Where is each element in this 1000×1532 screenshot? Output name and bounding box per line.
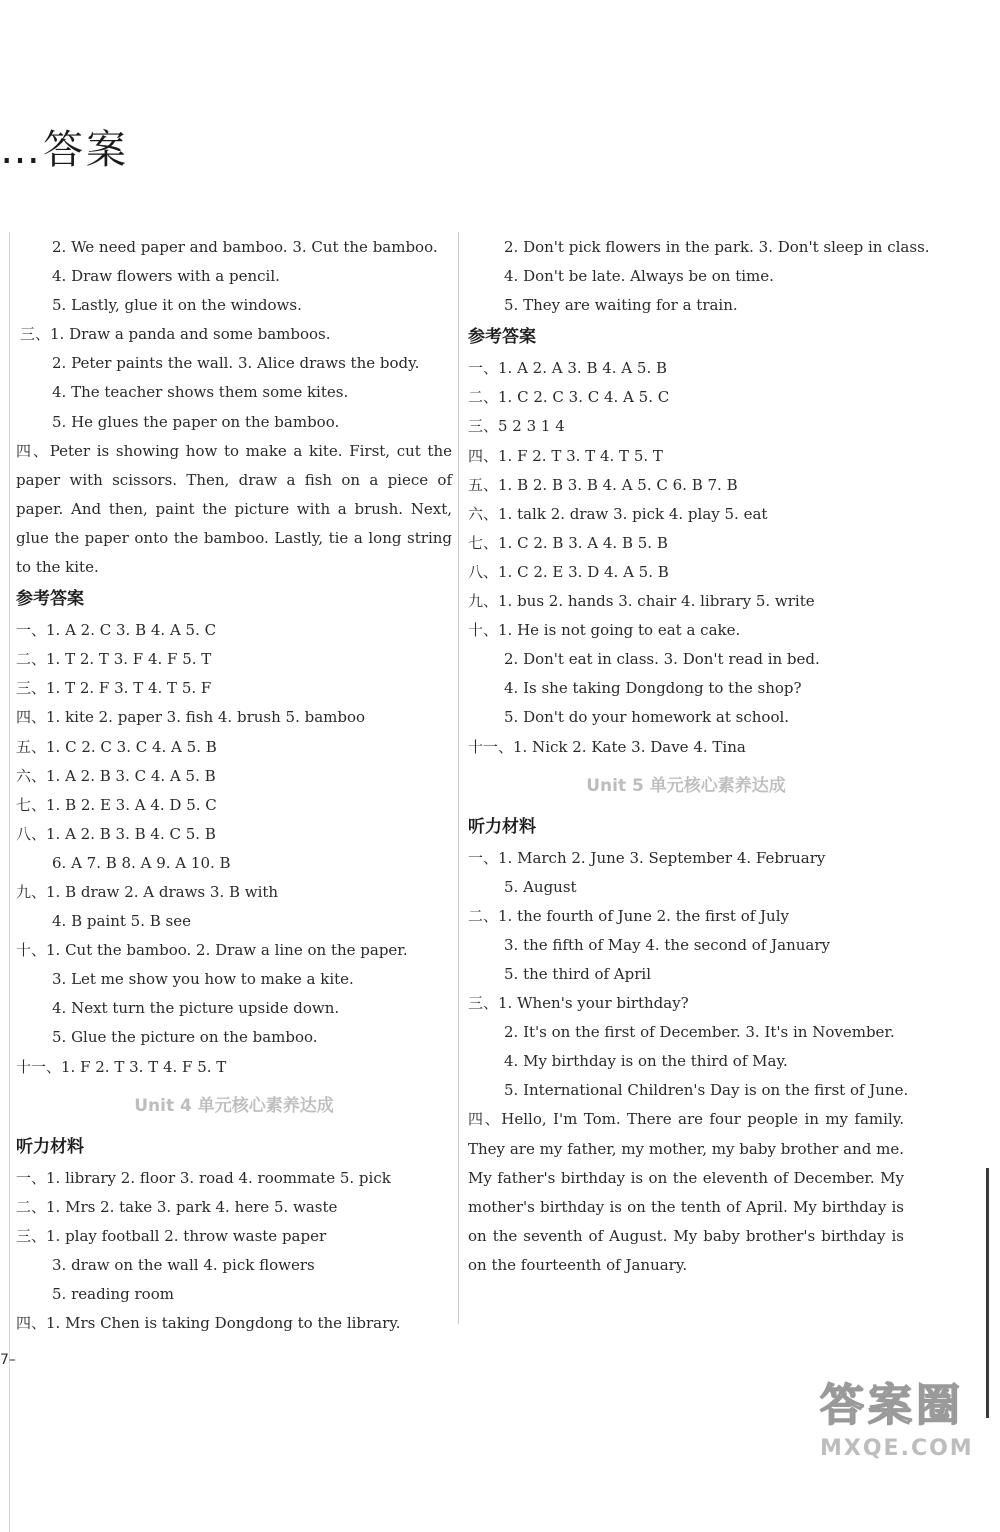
answer-line: 二、1. the fourth of June 2. the first of July bbox=[468, 906, 789, 925]
answer-line: 二、1. Mrs 2. take 3. park 4. here 5. waste bbox=[16, 1197, 338, 1216]
answer-paragraph: 四、Hello, I'm Tom. There are four people in my family. They are my father, my mother, my baby brother and me. My father's birthday is on the eleventh of December. My mother's birthday is on the tenth of April. My birthday is on the seventh of August. My baby brother's birthday is on the fourteenth of January. bbox=[468, 1110, 904, 1274]
answer-line: 十、1. He is not going to eat a cake. bbox=[468, 621, 741, 640]
answer-line: 三、1. When's your birthday? bbox=[468, 994, 689, 1013]
answer-line: 5. International Children's Day is on the first of June. bbox=[504, 1081, 909, 1100]
answer-line: 4. Don't be late. Always be on time. bbox=[504, 267, 774, 286]
answers-heading: 参考答案 bbox=[16, 589, 84, 610]
right-column bbox=[468, 233, 930, 1280]
answer-line: 一、1. A 2. A 3. B 4. A 5. B bbox=[468, 359, 668, 378]
answer-line: 八、1. C 2. E 3. D 4. A 5. B bbox=[468, 562, 669, 581]
unit-heading: Unit 5 单元核心素养达成 bbox=[586, 775, 786, 796]
answer-line: 三、1. play football 2. throw waste paper bbox=[16, 1226, 327, 1245]
answer-line: 5. Lastly, glue it on the windows. bbox=[52, 296, 302, 315]
answer-line: 四、1. Mrs Chen is taking Dongdong to the library. bbox=[16, 1314, 401, 1333]
answer-line: 5. He glues the paper on the bamboo. bbox=[52, 412, 340, 431]
answer-line: 十一、1. F 2. T 3. T 4. F 5. T bbox=[16, 1057, 227, 1076]
answer-line: 2. It's on the first of December. 3. It's in November. bbox=[504, 1023, 895, 1042]
answer-line: 2. Peter paints the wall. 3. Alice draws the body. bbox=[52, 354, 420, 373]
answer-line: 3. the fifth of May 4. the second of January bbox=[504, 935, 830, 954]
page-number: 7– bbox=[0, 1352, 16, 1368]
answer-line: 三、1. Draw a panda and some bamboos. bbox=[20, 325, 331, 344]
answers-heading: 参考答案 bbox=[468, 327, 536, 348]
answer-line: 4. Is she taking Dongdong to the shop? bbox=[504, 679, 802, 698]
answer-line: 5. reading room bbox=[52, 1285, 174, 1303]
answer-line: 六、1. talk 2. draw 3. pick 4. play 5. eat bbox=[468, 504, 768, 523]
watermark-logo: 答案圈 bbox=[820, 1380, 964, 1431]
left-margin-rule bbox=[9, 232, 10, 1532]
answer-line: 2. Don't pick flowers in the park. 3. Don't sleep in class. bbox=[504, 238, 930, 256]
answer-line: 5. Don't do your homework at school. bbox=[504, 708, 790, 727]
page-title: …答案 bbox=[0, 127, 129, 173]
answer-line: 4. Draw flowers with a pencil. bbox=[52, 267, 280, 286]
answer-line: 5. Glue the picture on the bamboo. bbox=[52, 1028, 318, 1047]
answer-line: 二、1. C 2. C 3. C 4. A 5. C bbox=[468, 388, 670, 407]
answer-line: 十、1. Cut the bamboo. 2. Draw a line on the paper. bbox=[16, 941, 408, 960]
answer-line: 一、1. March 2. June 3. September 4. February bbox=[468, 848, 826, 867]
answer-line: 四、1. F 2. T 3. T 4. T 5. T bbox=[468, 446, 663, 465]
answer-line: 三、5 2 3 1 4 bbox=[468, 417, 565, 436]
answer-line: 5. They are waiting for a train. bbox=[504, 296, 738, 315]
answer-line: 4. B paint 5. B see bbox=[52, 912, 191, 931]
answer-line: 十一、1. Nick 2. Kate 3. Dave 4. Tina bbox=[468, 737, 746, 756]
answer-line: 5. the third of April bbox=[504, 964, 651, 983]
answer-line: 4. The teacher shows them some kites. bbox=[52, 383, 349, 402]
answer-line: 二、1. T 2. T 3. F 4. F 5. T bbox=[16, 650, 212, 669]
answer-line: 6. A 7. B 8. A 9. A 10. B bbox=[52, 853, 231, 872]
answer-line: 三、1. T 2. F 3. T 4. T 5. F bbox=[16, 679, 212, 698]
answer-line: 4. Next turn the picture upside down. bbox=[52, 999, 340, 1018]
answer-line: 5. August bbox=[504, 877, 577, 896]
answer-paragraph: 四、Peter is showing how to make a kite. First, cut the paper with scissors. Then, draw a fish on a piece of paper. And then, paint the picture with a brush. Next, glue the paper onto the bamboo. Lastly, tie a long string to the kite. bbox=[16, 441, 452, 577]
answer-line: 六、1. A 2. B 3. C 4. A 5. B bbox=[16, 766, 216, 785]
answer-line: 七、1. C 2. B 3. A 4. B 5. B bbox=[468, 533, 668, 552]
left-column bbox=[16, 233, 452, 1338]
column-divider bbox=[458, 232, 459, 1324]
answer-line: 4. My birthday is on the third of May. bbox=[504, 1052, 788, 1071]
unit-heading: Unit 4 单元核心素养达成 bbox=[134, 1095, 334, 1116]
answer-line: 2. We need paper and bamboo. 3. Cut the bamboo. bbox=[52, 238, 438, 256]
watermark bbox=[820, 1378, 990, 1466]
answer-line: 八、1. A 2. B 3. B 4. C 5. B bbox=[16, 824, 216, 843]
watermark-url: MXQE.COM bbox=[820, 1436, 974, 1461]
answer-line: 五、1. B 2. B 3. B 4. A 5. C 6. B 7. B bbox=[468, 475, 738, 494]
answer-line: 2. Don't eat in class. 3. Don't read in bed. bbox=[504, 650, 820, 669]
answer-line: 3. Let me show you how to make a kite. bbox=[52, 970, 354, 989]
answer-line: 七、1. B 2. E 3. A 4. D 5. C bbox=[16, 795, 217, 814]
answer-line: 九、1. B draw 2. A draws 3. B with bbox=[16, 882, 279, 901]
answer-line: 3. draw on the wall 4. pick flowers bbox=[52, 1255, 315, 1274]
answer-line: 一、1. A 2. C 3. B 4. A 5. C bbox=[16, 621, 217, 640]
answer-line: 一、1. library 2. floor 3. road 4. roommate 5. pick bbox=[16, 1168, 391, 1187]
answer-line: 九、1. bus 2. hands 3. chair 4. library 5. write bbox=[468, 592, 815, 611]
answer-line: 五、1. C 2. C 3. C 4. A 5. B bbox=[16, 737, 217, 756]
listening-heading: 听力材料 bbox=[468, 816, 536, 837]
listening-heading: 听力材料 bbox=[16, 1136, 84, 1157]
answer-line: 四、1. kite 2. paper 3. fish 4. brush 5. bamboo bbox=[16, 708, 366, 727]
